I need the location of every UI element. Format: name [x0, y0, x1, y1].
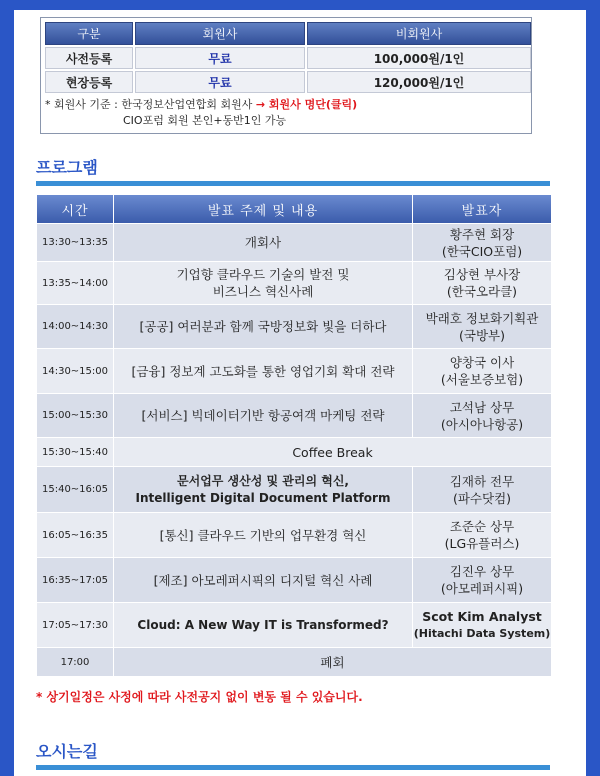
- session-topic-line: [금융] 정보계 고도화를 통한 영업기회 확대 전략: [131, 363, 395, 379]
- program-row: [37, 513, 551, 557]
- session-topic-line: 기업향 클라우드 기술의 발전 및: [176, 267, 350, 282]
- session-speaker: [413, 558, 551, 602]
- session-time: 17:00: [37, 648, 113, 676]
- session-topic-line: Intelligent Digital Document Platform: [135, 490, 391, 505]
- session-speaker-line: 고석남 상무: [449, 399, 515, 415]
- session-speaker: [413, 394, 551, 437]
- registration-row-advance: [45, 47, 531, 69]
- nonmember-fee: 100,000원/1인: [307, 47, 531, 69]
- session-topic-line: [통신] 클라우드 기반의 업무환경 혁신: [159, 527, 367, 543]
- session-speaker-line: Scot Kim Analyst: [422, 609, 542, 624]
- program-row: [37, 603, 551, 647]
- registration-row-onsite: [45, 71, 531, 93]
- session-topic-line: [제조] 아모레퍼시픽의 디지털 혁신 사례: [153, 572, 373, 588]
- session-time: 15:30~15:40: [37, 438, 113, 466]
- session-topic-line: 문서업무 생산성 및 관리의 혁신,: [177, 473, 349, 488]
- program-row: [37, 224, 551, 261]
- session-speaker: [413, 349, 551, 393]
- session-speaker-line: 양창국 이사: [449, 355, 515, 370]
- session-speaker-line: (한국오라클): [446, 284, 518, 299]
- nonmember-fee: 120,000원/1인: [307, 71, 531, 93]
- header-member: 회원사: [135, 22, 305, 45]
- registration-fee-box: [40, 17, 532, 134]
- session-topic: [114, 262, 412, 304]
- session-time: 15:40~16:05: [37, 467, 113, 512]
- session-speaker-line: (아모레퍼시픽): [440, 581, 524, 596]
- session-speaker-line: 김진우 상무: [449, 564, 515, 579]
- row-label: 사전등록: [45, 47, 133, 69]
- directions-section-title: 오시는길: [36, 742, 98, 761]
- session-topic: [114, 349, 412, 393]
- member-criteria-note: [45, 97, 529, 129]
- session-topic: [114, 603, 412, 647]
- program-section-rule: [36, 181, 550, 186]
- session-speaker-line: (국방부): [459, 327, 505, 343]
- session-time: 13:30~13:35: [37, 224, 113, 261]
- session-speaker-line: 황주현 회장: [449, 226, 515, 242]
- registration-header-row: [45, 22, 531, 45]
- program-row: [37, 648, 551, 676]
- program-row: [37, 305, 551, 348]
- session-topic: [114, 558, 412, 602]
- program-row: [37, 349, 551, 393]
- directions-section-rule: [36, 765, 550, 770]
- session-topic: [114, 467, 412, 512]
- session-topic-line: 비즈니스 혁신사례: [212, 284, 314, 299]
- session-topic: [114, 394, 412, 437]
- registration-fee-table: [43, 20, 533, 95]
- row-label: 현장등록: [45, 71, 133, 93]
- program-row: [37, 262, 551, 304]
- session-speaker: [413, 467, 551, 512]
- session-speaker: [413, 262, 551, 304]
- session-time: 15:00~15:30: [37, 394, 113, 437]
- page-frame-top: [14, 0, 586, 10]
- member-fee: 무료: [135, 47, 305, 69]
- session-topic-line: [서비스] 빅데이터기반 항공여객 마케팅 전략: [141, 408, 385, 423]
- session-time: 16:35~17:05: [37, 558, 113, 602]
- program-section-title: 프로그램: [36, 158, 98, 177]
- header-category: 구분: [45, 22, 133, 45]
- session-topic-line: [공공] 여러분과 함께 국방정보화 빛을 더하다: [139, 319, 387, 334]
- session-time: 16:05~16:35: [37, 513, 113, 557]
- session-speaker-line: (서울보증보험): [440, 372, 524, 387]
- session-topic-line: 개회사: [244, 235, 282, 250]
- session-speaker-line: 김상현 부사장: [443, 267, 521, 282]
- session-topic: [114, 438, 551, 466]
- page-frame-right: [586, 0, 600, 776]
- session-time: 13:35~14:00: [37, 262, 113, 304]
- session-topic: [114, 648, 551, 676]
- cio-forum-note: CIO포럼 회원 본인+동반1인 가능: [123, 114, 287, 127]
- program-header-row: [37, 195, 551, 223]
- session-speaker: [413, 603, 551, 647]
- session-time: 17:05~17:30: [37, 603, 113, 647]
- page-frame-left: [0, 0, 14, 776]
- program-row: [37, 394, 551, 437]
- session-speaker-line: (LG유플러스): [444, 536, 520, 551]
- header-topic: 발표 주제 및 내용: [114, 195, 412, 223]
- header-nonmember: 비회원사: [307, 22, 531, 45]
- session-topic: [114, 513, 412, 557]
- session-speaker-line: (Hitachi Data System): [413, 627, 551, 640]
- header-speaker: 발표자: [413, 195, 551, 223]
- session-speaker-line: 김재하 전무: [449, 473, 515, 489]
- session-speaker-line: (파수닷컴): [452, 490, 512, 506]
- session-speaker-line: 박래호 정보화기획관: [425, 310, 539, 326]
- session-time: 14:30~15:00: [37, 349, 113, 393]
- program-row: [37, 438, 551, 466]
- session-speaker-line: (아시아나항공): [440, 416, 524, 432]
- session-speaker: [413, 513, 551, 557]
- session-topic: [114, 224, 412, 261]
- session-topic-line: Cloud: A New Way IT is Transformed?: [137, 617, 389, 632]
- session-speaker: [413, 305, 551, 348]
- member-criteria-text: * 회원사 기준 : 한국정보산업연합회 회원사: [45, 98, 253, 111]
- session-speaker-line: (한국CIO포럼): [441, 243, 523, 259]
- program-schedule-table: [36, 194, 552, 677]
- member-fee: 무료: [135, 71, 305, 93]
- session-topic-line: Coffee Break: [292, 444, 373, 460]
- session-speaker: [413, 224, 551, 261]
- session-topic-line: 폐회: [320, 654, 345, 670]
- header-time: 시간: [37, 195, 113, 223]
- program-row: [37, 467, 551, 512]
- schedule-disclaimer: * 상기일정은 사정에 따라 사전공지 없이 변동 될 수 있습니다.: [36, 690, 363, 704]
- program-row: [37, 558, 551, 602]
- session-speaker-line: 조준순 상무: [449, 519, 515, 534]
- member-list-link[interactable]: → 회원사 명단(클릭): [255, 98, 358, 111]
- session-topic: [114, 305, 412, 348]
- session-time: 14:00~14:30: [37, 305, 113, 348]
